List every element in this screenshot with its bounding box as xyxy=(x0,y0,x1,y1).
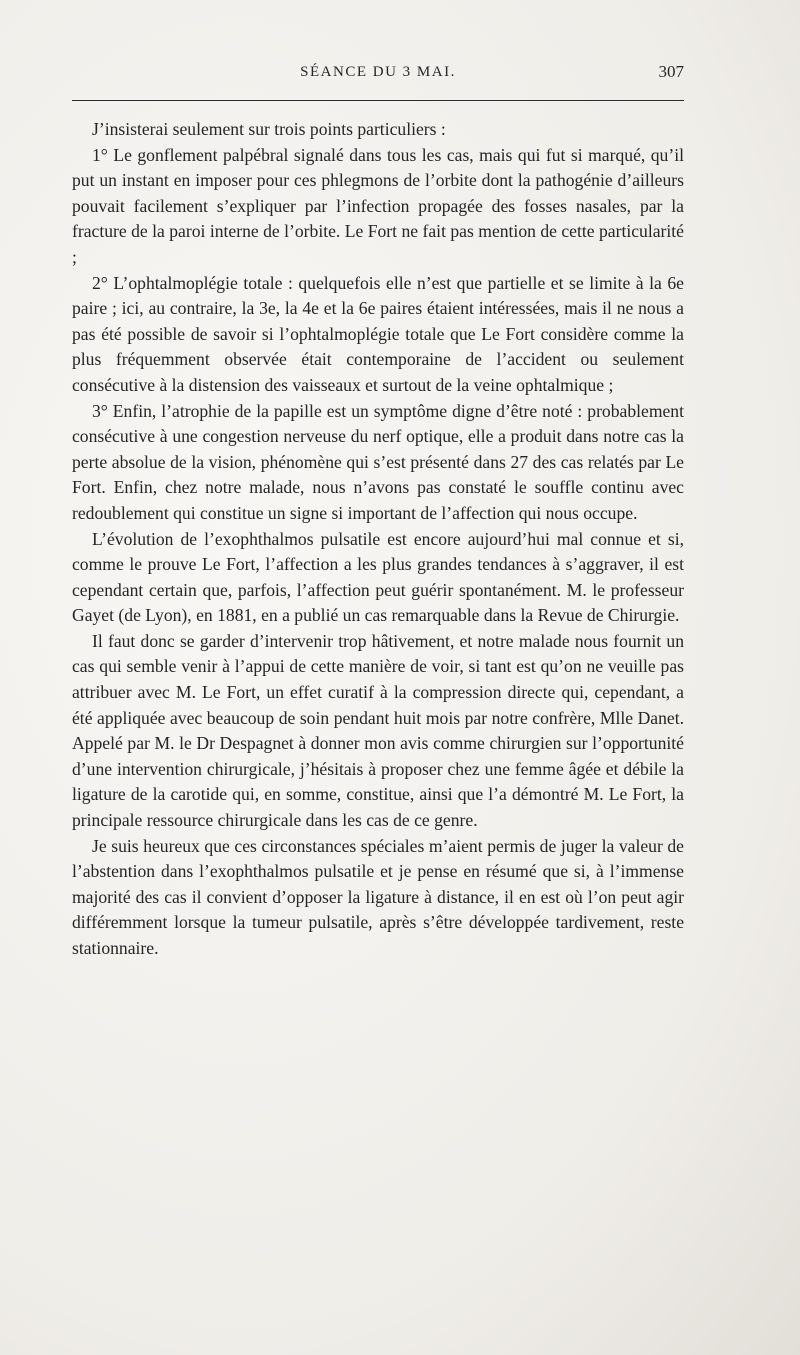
paragraph-intro: J’insisterai seulement sur trois points particuliers : xyxy=(92,119,446,139)
paragraph-point-3: 3° Enfin, l’atrophie de la papille est un symptôme digne d’être noté : probablement consécutive à une congestion nerveuse du nerf optique, elle a produit dans notre cas la perte absolue de la vision, phénomène qui s’est présenté dans 27 des cas relatés par Le Fort. Enfin, chez notre malade, nous n’avons pas constaté le souffle continu avec redoublement qui constitue un signe si important de l’affection qui nous occupe. xyxy=(72,400,684,523)
paragraph-point-1: 1° Le gonflement palpébral signalé dans tous les cas, mais qui fut si marqué, qu’il put un instant en imposer pour ces phlegmons de l’orbite dont la pathogénie d’ailleurs pouvait facilement s’expliquer par l’infection propagée des fosses nasales, par la fracture de la paroi interne de l’orbite. Le Fort ne fait pas mention de cette particularité ; xyxy=(72,144,684,267)
page-number: 307 xyxy=(658,62,684,81)
paragraph-evolution: L’évolution de l’exophthalmos pulsatile est encore aujourd’hui mal connue et si, comme le prouve Le Fort, l’affection a les plus grandes tendances à s’aggraver, il est cependant certain que, parfois, l’affection peut guérir spontanément. M. le professeur Gayet (de Lyon), en 1881, en a publié un cas remarquable dans la Revue de Chirurgie. xyxy=(72,528,684,626)
page-header xyxy=(72,60,684,90)
paragraph-point-2: 2° L’ophtalmoplégie totale : quelquefois elle n’est que partielle et se limite à la 6e paire ; ici, au contraire, la 3e, la 4e et la 6e paires étaient intéressées, mais il ne nous a pas été possible de savoir si l’ophtalmoplégie totale que Le Fort considère comme la plus fréquemment observée était contemporaine de l’accident ou seulement consécutive à la distension des vaisseaux et surtout de la veine ophtalmique ; xyxy=(72,272,684,395)
running-title: SÉANCE DU 3 MAI. xyxy=(300,64,456,80)
paragraph-conclusion: Je suis heureux que ces circonstances spéciales m’aient permis de juger la valeur de l’abstention dans l’exophthalmos pulsatile et je pense en résumé que si, à l’immense majorité des cas il convient d’opposer la ligature à distance, il en est où l’on peut agir différemment lorsque la tumeur pulsatile, après s’être développée tardivement, reste stationnaire. xyxy=(72,835,684,958)
paragraph-intervention: Il faut donc se garder d’intervenir trop hâtivement, et notre malade nous fournit un cas qui semble venir à l’appui de cette manière de voir, si tant est qu’on ne veuille pas attribuer avec M. Le Fort, un effet curatif à la compression directe qui, cependant, a été appliquée avec beaucoup de soin pendant huit mois par notre confrère, Mlle Danet. Appelé par M. le Dr Despagnet à donner mon avis comme chirurgien sur l’opportunité d’une intervention chirurgicale, j’hésitais à proposer chez une femme âgée et débile la ligature de la carotide qui, en somme, constitue, ainsi que l’a démontré M. Le Fort, la principale ressource chirurgicale dans les cas de ce genre. xyxy=(72,630,684,831)
header-rule xyxy=(72,100,684,101)
page-body xyxy=(72,117,684,962)
